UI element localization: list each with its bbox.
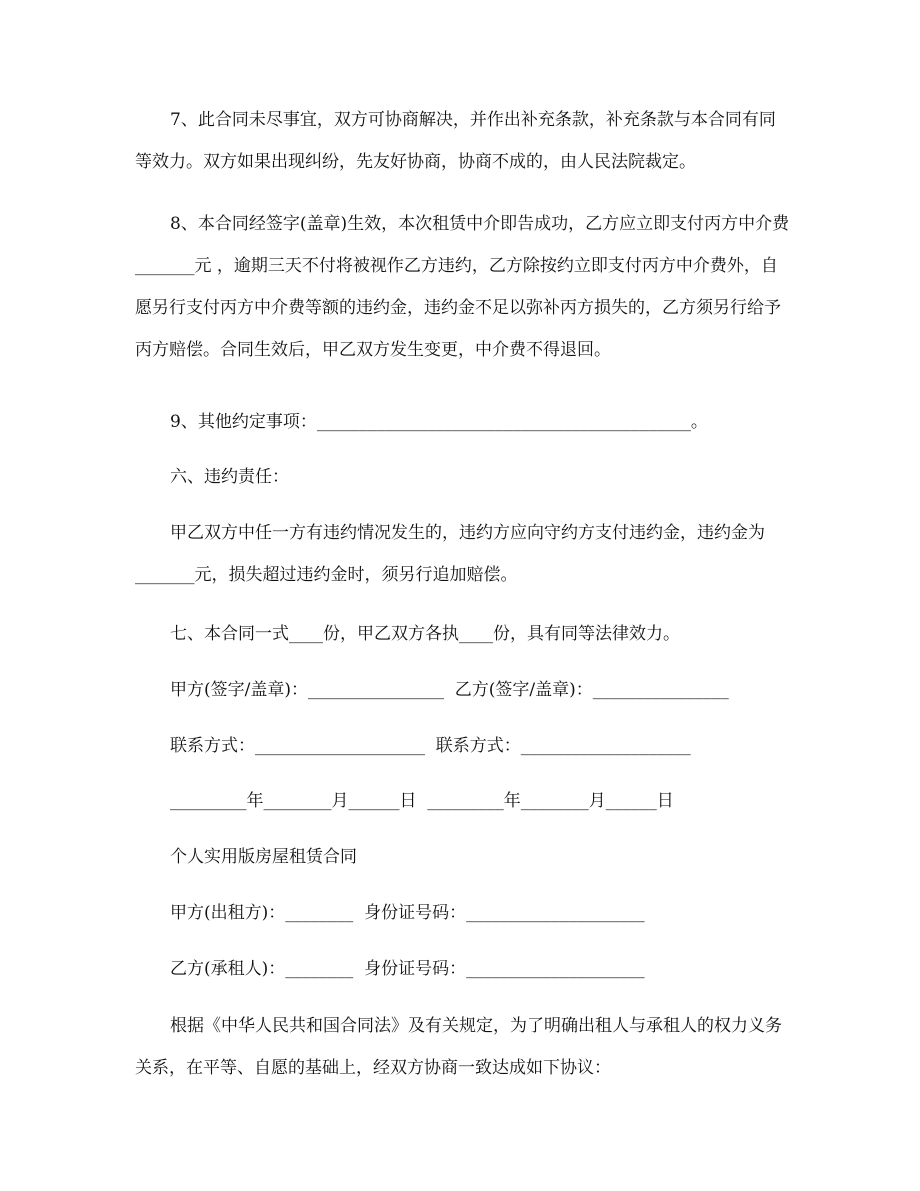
party-a-line: 甲方(出租方)：________ 身份证号码：_____________________	[170, 903, 645, 923]
date-line: _________年________月______日 _________年________月______日	[170, 791, 674, 811]
clause-9-line: 9、其他约定事项：____________________________________________。	[170, 412, 708, 432]
intro-paragraph: 根据《中华人民共和国合同法》及有关规定，为了明确出租人与承租人的权力义务关系，在平等、自愿的基础上，经双方协商一致达成如下协议：	[135, 1016, 782, 1078]
section-7-line: 七、本合同一式____份，甲乙双方各执____份，具有同等法律效力。	[170, 624, 680, 644]
section-6-paragraph: 甲乙双方中任一方有违约情况发生的，违约方应向守约方支付违约金，违约金为_______元，损失超过违约金时，须另行追加赔偿。	[135, 523, 765, 585]
party-b-line: 乙方(承租人)：________ 身份证号码：_____________________	[170, 959, 645, 979]
clause-7-paragraph: 7、此合同未尽事宜，双方可协商解决，并作出补充条款，补充条款与本合同有同等效力。双方如果出现纠纷，先友好协商，协商不成的，由人民法院裁定。	[135, 110, 776, 172]
clause-8-paragraph: 8、本合同经签字(盖章)生效，本次租赁中介即告成功，乙方应立即支付丙方中介费_______元 ，逾期三天不付将被视作乙方违约，乙方除按约立即支付丙方中介费外，自愿另行支付丙方中介费等额的违约金，违约金不足以弥补丙方损失的，乙方须另行给予丙方赔偿。合同生效后，甲乙双方发生变更，中介费不得退回。	[135, 214, 790, 360]
section-6-heading: 六、违约责任：	[170, 467, 289, 487]
signature-line: 甲方(签字/盖章)：________________ 乙方(签字/盖章)：________________	[170, 680, 729, 700]
contract-title: 个人实用版房屋租赁合同	[170, 847, 357, 867]
contact-line: 联系方式：____________________ 联系方式：____________________	[170, 736, 691, 756]
